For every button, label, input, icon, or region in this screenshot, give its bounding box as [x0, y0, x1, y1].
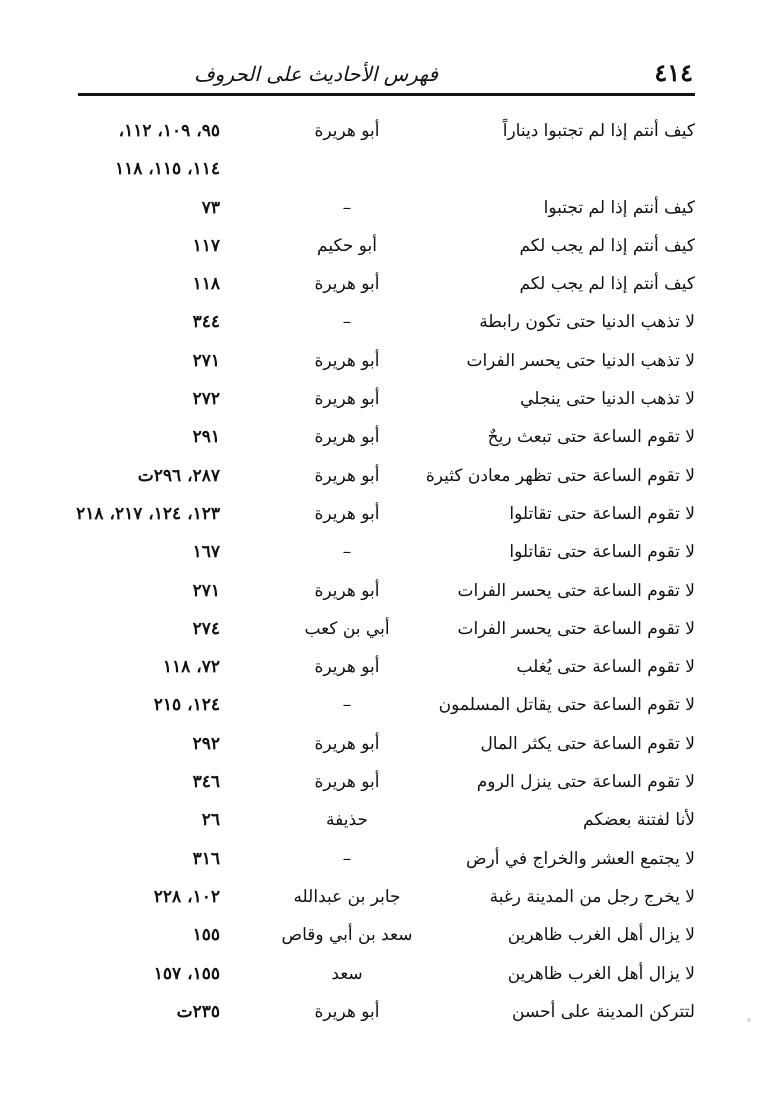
- narrator: –: [342, 848, 352, 869]
- index-row: [78, 840, 695, 878]
- narrator: –: [342, 197, 352, 218]
- index-row: [78, 955, 695, 993]
- index-row: [78, 801, 695, 839]
- hadith-text: لا تقوم الساعة حتى يحسر الفرات: [457, 618, 695, 639]
- page-references: ٢٩١: [192, 427, 220, 448]
- page-references: ٣٤٦: [192, 772, 220, 793]
- narrator: حذيفة: [326, 810, 368, 831]
- hadith-text: لا تذهب الدنيا حتى تكون رابطة: [479, 312, 695, 333]
- narrator: سعد: [331, 963, 363, 984]
- index-row: [78, 533, 695, 571]
- page-references: ١١٤، ١١٥، ١١٨: [114, 159, 220, 180]
- index-row: [78, 993, 695, 1031]
- page-references: ٢٦: [201, 810, 220, 831]
- index-row: [78, 686, 695, 724]
- page-references: ٢٩٢: [192, 733, 220, 754]
- page-references: ٢٨٧، ٢٩٦ت: [137, 465, 220, 486]
- hadith-text: لا يزال أهل الغرب ظاهرين: [507, 963, 695, 984]
- running-title: فهرس الأحاديث على الحروف: [193, 62, 438, 86]
- narrator: أبو هريرة: [314, 503, 380, 524]
- narrator: أبو هريرة: [314, 733, 380, 754]
- index-row: [78, 150, 695, 188]
- page-references: ١٠٢، ٢٢٨: [153, 886, 220, 907]
- scan-speck: [747, 1018, 751, 1022]
- hadith-text: لا تقوم الساعة حتى تبعث ريحٌ: [487, 427, 695, 448]
- narrator: –: [342, 312, 352, 333]
- hadith-text: لا تقوم الساعة حتى يُغلب: [516, 657, 695, 678]
- narrator: أبو هريرة: [314, 657, 380, 678]
- hadith-text: لا تقوم الساعة حتى يقاتل المسلمون: [438, 695, 695, 716]
- hadith-text: لا تقوم الساعة حتى تقاتلوا: [509, 542, 695, 563]
- index-row: [78, 610, 695, 648]
- hadith-text: لا تقوم الساعة حتى تظهر معادن كثيرة: [425, 465, 695, 486]
- page-references: ٩٥، ١٠٩، ١١٢،: [118, 121, 220, 141]
- index-row: [78, 572, 695, 610]
- page-references: ٢٧٤: [192, 618, 220, 639]
- page-references: ١٥٥، ١٥٧: [153, 963, 220, 984]
- narrator: جابر بن عبدالله: [293, 886, 401, 907]
- hadith-text: لا يخرج رجل من المدينة رغبة: [489, 886, 695, 907]
- index-row: [78, 189, 695, 227]
- hadith-text: لا تذهب الدنيا حتى ينجلي: [520, 389, 695, 410]
- page-references: ٣١٦: [192, 848, 220, 869]
- index-row: [78, 648, 695, 686]
- page-number: ٤١٤: [654, 58, 693, 87]
- index-row: [78, 878, 695, 916]
- index-row: [78, 342, 695, 380]
- index-row: [78, 495, 695, 533]
- hadith-text: لا يزال أهل الغرب ظاهرين: [507, 925, 695, 946]
- hadith-text: لا تقوم الساعة حتى ينزل الروم: [476, 772, 695, 793]
- index-row: [78, 457, 695, 495]
- hadith-text: كيف أنتم إذا لم تجتبوا ديناراً: [502, 121, 695, 141]
- hadith-index-list: [78, 112, 695, 1031]
- page-references: ٢٣٥ت: [176, 1001, 220, 1022]
- narrator: أبو هريرة: [314, 427, 380, 448]
- hadith-text: كيف أنتم إذا لم يجب لكم: [519, 235, 695, 256]
- page-references: ١١٨: [192, 274, 220, 295]
- hadith-text: لتتركن المدينة على أحسن: [512, 1001, 695, 1022]
- hadith-text: لا تقوم الساعة حتى تقاتلوا: [509, 503, 695, 524]
- narrator: أبو حكيم: [317, 235, 377, 256]
- narrator: أبو هريرة: [314, 580, 380, 601]
- index-row: [78, 303, 695, 341]
- hadith-text: لأنا لفتنة بعضكم: [583, 810, 695, 831]
- page-references: ١٢٤، ٢١٥: [153, 695, 220, 716]
- page-header: [78, 56, 693, 92]
- hadith-text: لا تذهب الدنيا حتى يحسر الفرات: [466, 350, 695, 371]
- narrator: –: [342, 695, 352, 716]
- narrator: أبو هريرة: [314, 350, 380, 371]
- narrator: أبو هريرة: [314, 274, 380, 295]
- page-references: ٢٧٢: [192, 389, 220, 410]
- index-row: [78, 265, 695, 303]
- narrator: أبو هريرة: [314, 121, 380, 141]
- page-references: ١٦٧: [192, 542, 220, 563]
- narrator: أبي بن كعب: [304, 618, 390, 639]
- narrator: أبو هريرة: [314, 465, 380, 486]
- index-row: [78, 418, 695, 456]
- narrator: أبو هريرة: [314, 772, 380, 793]
- page-references: ١١٧: [192, 235, 220, 256]
- narrator: سعد بن أبي وقاص: [281, 925, 413, 946]
- index-row: [78, 916, 695, 954]
- narrator: أبو هريرة: [314, 1001, 380, 1022]
- hadith-text: لا تقوم الساعة حتى يكثر المال: [480, 733, 695, 754]
- page-references: ٧٣: [201, 197, 220, 218]
- hadith-text: لا يجتمع العشر والخراج في أرض: [465, 848, 695, 869]
- page-references: ٧٢، ١١٨: [162, 657, 220, 678]
- hadith-text: لا تقوم الساعة حتى يحسر الفرات: [457, 580, 695, 601]
- index-row: [78, 763, 695, 801]
- index-row: [78, 112, 695, 150]
- page-references: ٢٧١: [192, 580, 220, 601]
- page-references: ٢٧١: [192, 350, 220, 371]
- hadith-text: كيف أنتم إذا لم يجب لكم: [519, 274, 695, 295]
- page-references: ١٥٥: [192, 925, 220, 946]
- narrator: –: [342, 542, 352, 563]
- header-rule: [78, 93, 695, 96]
- page-references: ١٢٣، ١٢٤، ٢١٧، ٢١٨: [76, 503, 220, 524]
- index-row: [78, 725, 695, 763]
- page-references: ٣٤٤: [192, 312, 220, 333]
- hadith-text: كيف أنتم إذا لم تجتبوا: [543, 197, 695, 218]
- index-row: [78, 380, 695, 418]
- index-row: [78, 227, 695, 265]
- narrator: أبو هريرة: [314, 389, 380, 410]
